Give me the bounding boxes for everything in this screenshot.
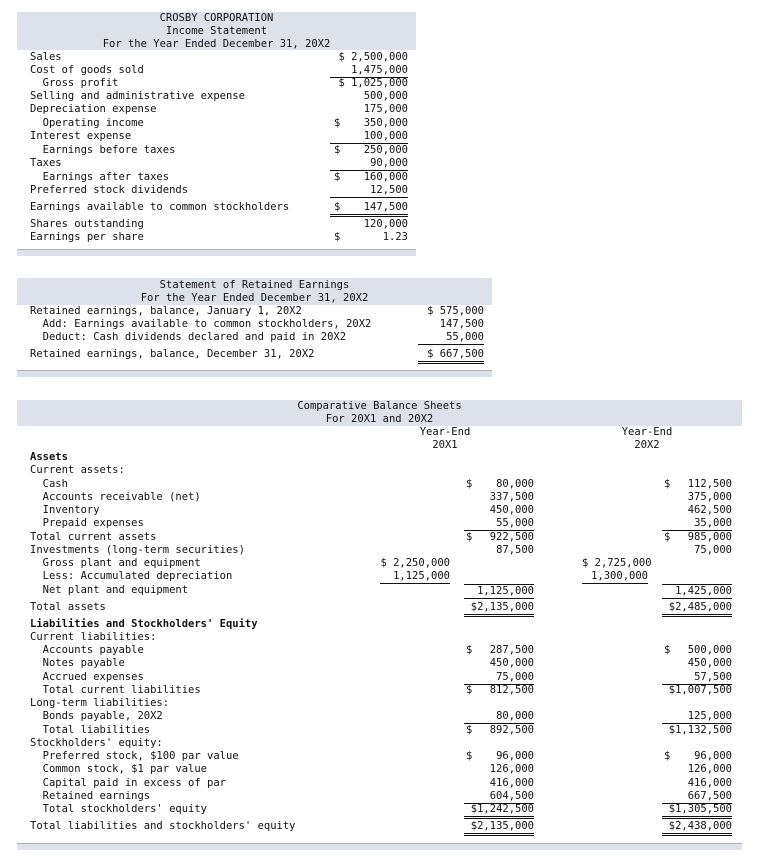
balance-row-label: Total liabilities and stockholders' equity bbox=[30, 820, 296, 832]
balance-row-label: Total current liabilities bbox=[30, 684, 201, 696]
balance-subvalue-20x2: $ 2,725,000 bbox=[582, 557, 652, 569]
balance-value-20x1: 80,000 bbox=[496, 478, 534, 490]
balance-value-20x1: 96,000 bbox=[496, 750, 534, 762]
balance-dollar-20x1: $ bbox=[466, 684, 473, 696]
income-row-label: Selling and administrative expense bbox=[30, 90, 245, 102]
income-row-label: Taxes bbox=[30, 157, 62, 169]
col-20x1-head-line2: 20X1 bbox=[432, 439, 458, 451]
balance-value-20x1: $1,242,500 bbox=[464, 803, 534, 819]
income-row-label: Interest expense bbox=[30, 130, 132, 142]
balance-value-20x2: $1,007,500 bbox=[668, 684, 732, 696]
balance-value-20x2: 75,000 bbox=[694, 544, 732, 556]
balance-row-label: Investments (long-term securities) bbox=[30, 544, 245, 556]
balance-row-label: Total assets bbox=[30, 601, 106, 613]
balance-value-20x2: 96,000 bbox=[694, 750, 732, 762]
balance-row-label: Less: Accumulated depreciation bbox=[30, 570, 233, 582]
income-row-label: Preferred stock dividends bbox=[30, 184, 189, 196]
balance-value-20x2: 416,000 bbox=[687, 777, 732, 789]
balance-row-label: Gross plant and equipment bbox=[30, 557, 201, 569]
income-row-value: 250,000 bbox=[363, 144, 408, 156]
col-20x2-head-line1: Year-End bbox=[621, 426, 673, 438]
income-row-label: Earnings available to common stockholders bbox=[30, 201, 290, 213]
balance-row-label: Common stock, $1 par value bbox=[30, 763, 208, 775]
balance-row-label: Retained earnings bbox=[30, 790, 151, 802]
balance-value-20x1: 416,000 bbox=[489, 777, 534, 789]
balance-value-20x2: 500,000 bbox=[687, 644, 732, 656]
balance-value-20x2: $1,132,500 bbox=[668, 724, 732, 736]
col-20x1-head-line1: Year-End bbox=[419, 426, 471, 438]
balance-value-20x1: 450,000 bbox=[489, 657, 534, 669]
income-row-label: Depreciation expense bbox=[30, 103, 157, 115]
balance-value-20x1: 287,500 bbox=[489, 644, 534, 656]
balance-value-20x1: 812,500 bbox=[489, 684, 534, 696]
retained-footer-bar bbox=[17, 370, 492, 377]
income-row-value: 1.23 bbox=[382, 231, 408, 243]
company-name: CROSBY CORPORATION bbox=[159, 12, 274, 24]
balance-value-20x1: $2,135,000 bbox=[464, 820, 534, 836]
balance-dollar-20x1: $ bbox=[466, 724, 473, 736]
balance-footer-bar bbox=[17, 843, 742, 850]
balance-row-label: Bonds payable, 20X2 bbox=[30, 710, 163, 722]
balance-value-20x2: 462,500 bbox=[687, 504, 732, 516]
income-row-label: Cost of goods sold bbox=[30, 64, 144, 76]
balance-dollar-20x1: $ bbox=[466, 750, 473, 762]
income-row-value: 12,500 bbox=[330, 184, 408, 198]
income-row-label: Shares outstanding bbox=[30, 218, 144, 230]
balance-value-20x1: 892,500 bbox=[489, 724, 534, 736]
retained-row-value: $ 575,000 bbox=[427, 305, 484, 317]
balance-value-20x1: $2,135,000 bbox=[464, 601, 534, 617]
balance-value-20x1: 80,000 bbox=[464, 710, 534, 724]
balance-row-label: Capital paid in excess of par bbox=[30, 777, 226, 789]
balance-value-20x2: $2,485,000 bbox=[662, 601, 732, 617]
income-row-value: 160,000 bbox=[363, 171, 408, 183]
income-row-label: Earnings per share bbox=[30, 231, 144, 243]
balance-value-20x2: 985,000 bbox=[687, 531, 732, 543]
income-row-value: $ 1,025,000 bbox=[338, 77, 408, 89]
balance-value-20x2: $1,305,500 bbox=[662, 803, 732, 819]
balance-value-20x2: 667,500 bbox=[662, 790, 732, 804]
income-row-value: 350,000 bbox=[363, 117, 408, 129]
income-period: For the Year Ended December 31, 20X2 bbox=[102, 38, 331, 50]
income-footer-bar bbox=[17, 249, 416, 256]
balance-row-label: Total stockholders' equity bbox=[30, 803, 208, 815]
balance-value-20x2: 112,500 bbox=[687, 478, 732, 490]
balance-dollar-20x1: $ bbox=[466, 531, 473, 543]
retained-period: For the Year Ended December 31, 20X2 bbox=[140, 292, 369, 304]
col-20x2-head-line2: 20X2 bbox=[634, 439, 660, 451]
balance-value-20x2: 125,000 bbox=[662, 710, 732, 724]
balance-row-label: Total current assets bbox=[30, 531, 157, 543]
income-row-dollar-sign: $ bbox=[334, 144, 341, 156]
balance-row-label: Inventory bbox=[30, 504, 100, 516]
retained-row-label: Add: Earnings available to common stockholders, 20X2 bbox=[30, 318, 372, 330]
balance-value-20x1: 922,500 bbox=[489, 531, 534, 543]
income-row-label: Operating income bbox=[30, 117, 144, 129]
income-row-label: Gross profit bbox=[30, 77, 119, 89]
balance-subvalue-20x1: $ 2,250,000 bbox=[380, 557, 450, 569]
income-row-value: $ 2,500,000 bbox=[338, 51, 408, 63]
income-row-dollar-sign: $ bbox=[334, 231, 341, 243]
income-row-value: 500,000 bbox=[363, 90, 408, 102]
income-title: Income Statement bbox=[165, 25, 268, 37]
balance-value-20x2: 57,500 bbox=[662, 671, 732, 685]
balance-dollar-20x1: $ bbox=[466, 478, 473, 490]
retained-row-label: Retained earnings, balance, January 1, 20X2 bbox=[30, 305, 302, 317]
retained-row-value: 55,000 bbox=[418, 331, 484, 345]
retained-title: Statement of Retained Earnings bbox=[159, 279, 350, 291]
balance-row-label: Preferred stock, $100 par value bbox=[30, 750, 239, 762]
balance-row-label: Liabilities and Stockholders' Equity bbox=[30, 618, 258, 630]
income-row-value: 100,000 bbox=[330, 130, 408, 144]
balance-period: For 20X1 and 20X2 bbox=[325, 413, 434, 425]
balance-value-20x2: 375,000 bbox=[687, 491, 732, 503]
balance-title: Comparative Balance Sheets bbox=[297, 400, 462, 412]
income-row-value: 120,000 bbox=[363, 218, 408, 230]
balance-row-label: Net plant and equipment bbox=[30, 584, 189, 596]
income-row-label: Earnings after taxes bbox=[30, 171, 170, 183]
balance-value-20x1: 55,000 bbox=[464, 517, 534, 531]
balance-value-20x1: 87,500 bbox=[496, 544, 534, 556]
income-row-dollar-sign: $ bbox=[334, 117, 341, 129]
balance-row-label: Current assets: bbox=[30, 464, 125, 476]
balance-dollar-20x2: $ bbox=[664, 531, 671, 543]
income-row-value: 90,000 bbox=[330, 157, 408, 171]
balance-value-20x1: 604,500 bbox=[464, 790, 534, 804]
balance-value-20x1: 450,000 bbox=[489, 504, 534, 516]
balance-row-label: Stockholders' equity: bbox=[30, 737, 163, 749]
balance-value-20x1: 75,000 bbox=[464, 671, 534, 685]
balance-dollar-20x2: $ bbox=[664, 644, 671, 656]
balance-value-20x1: 126,000 bbox=[489, 763, 534, 775]
balance-dollar-20x2: $ bbox=[664, 750, 671, 762]
income-row-dollar-sign: $ bbox=[334, 201, 341, 213]
balance-row-label: Current liabilities: bbox=[30, 631, 157, 643]
balance-row-label: Notes payable bbox=[30, 657, 125, 669]
balance-value-20x2: 35,000 bbox=[662, 517, 732, 531]
balance-value-20x2: 126,000 bbox=[687, 763, 732, 775]
balance-dollar-20x2: $ bbox=[664, 478, 671, 490]
income-row-value: 1,475,000 bbox=[330, 64, 408, 78]
balance-value-20x2: $2,438,000 bbox=[662, 820, 732, 836]
balance-row-label: Total liabilities bbox=[30, 724, 151, 736]
balance-value-20x1: 337,500 bbox=[489, 491, 534, 503]
balance-row-label: Prepaid expenses bbox=[30, 517, 144, 529]
balance-value-20x2: 1,425,000 bbox=[662, 584, 732, 599]
retained-row-label: Retained earnings, balance, December 31, 20X2 bbox=[30, 348, 315, 360]
balance-row-label: Long-term liabilities: bbox=[30, 697, 170, 709]
income-row-value: 147,500 bbox=[330, 201, 408, 217]
balance-subvalue-20x1: 1,125,000 bbox=[380, 570, 450, 584]
income-row-label: Sales bbox=[30, 51, 62, 63]
balance-subvalue-20x2: 1,300,000 bbox=[582, 570, 648, 584]
balance-value-20x2: 450,000 bbox=[687, 657, 732, 669]
retained-row-value: $ 667,500 bbox=[418, 348, 484, 364]
retained-row-value: 147,500 bbox=[439, 318, 484, 330]
balance-row-label: Accounts receivable (net) bbox=[30, 491, 201, 503]
balance-row-label: Accounts payable bbox=[30, 644, 144, 656]
retained-row-label: Deduct: Cash dividends declared and paid in 20X2 bbox=[30, 331, 347, 343]
balance-row-label: Accrued expenses bbox=[30, 671, 144, 683]
income-row-value: 175,000 bbox=[363, 103, 408, 115]
income-row-dollar-sign: $ bbox=[334, 171, 341, 183]
balance-row-label: Cash bbox=[30, 478, 68, 490]
income-row-label: Earnings before taxes bbox=[30, 144, 176, 156]
balance-row-label: Assets bbox=[30, 451, 68, 463]
balance-dollar-20x1: $ bbox=[466, 644, 473, 656]
balance-value-20x1: 1,125,000 bbox=[464, 584, 534, 599]
